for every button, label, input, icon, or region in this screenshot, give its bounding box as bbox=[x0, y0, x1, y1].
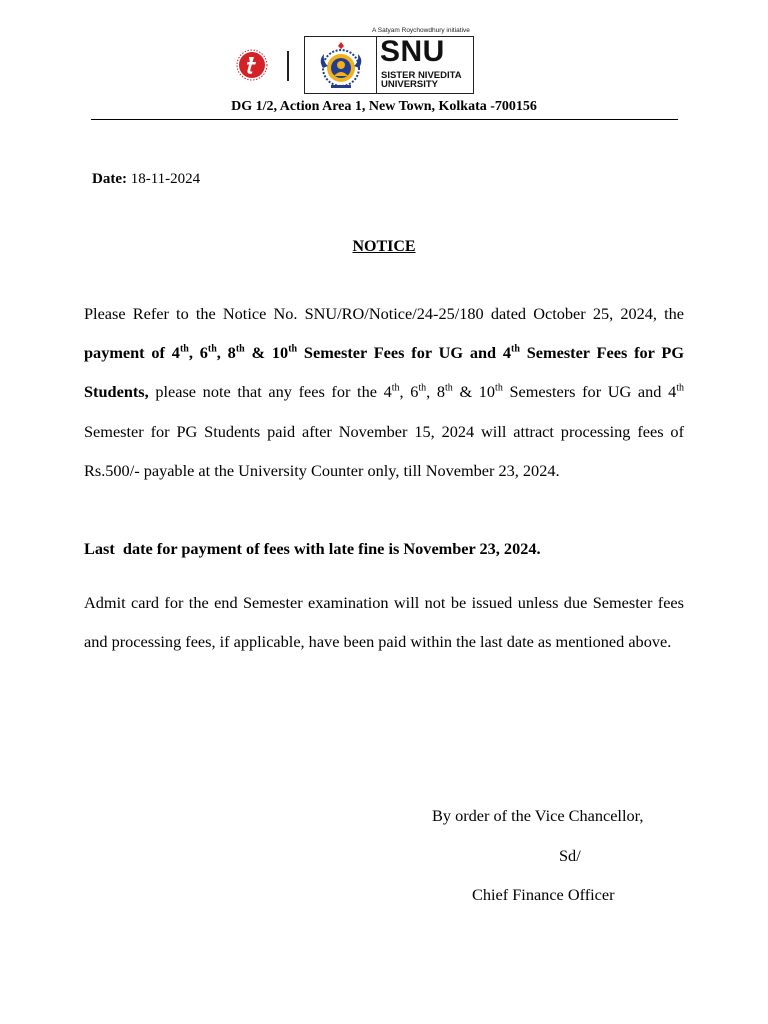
para1-bold-part: Semester Fees for PG Students, bbox=[84, 343, 685, 402]
para1-bold-part: Semester Fees for UG and 4 bbox=[297, 343, 512, 363]
ordinal-suffix: th bbox=[235, 343, 245, 355]
para1-text: Semesters for UG and 4 bbox=[502, 382, 677, 402]
notice-date bbox=[92, 171, 200, 188]
header-divider bbox=[287, 51, 289, 81]
ordinal-suffix: th bbox=[495, 382, 503, 394]
notice-paragraph-1 bbox=[84, 294, 684, 490]
ordinal-suffix: th bbox=[391, 382, 400, 394]
para1-bold-part: & 10 bbox=[244, 343, 289, 363]
para1-bold-part: payment of 4 bbox=[84, 343, 180, 363]
university-name-line2: UNIVERSITY bbox=[381, 79, 439, 90]
techno-india-group-logo-icon bbox=[233, 49, 271, 81]
ordinal-suffix: th bbox=[207, 343, 217, 355]
initiative-tagline: A Satyam Roychowdhury initiative bbox=[372, 27, 470, 34]
date-value: 18-11-2024 bbox=[130, 171, 201, 187]
date-label: Date: bbox=[92, 171, 127, 187]
ordinal-suffix: th bbox=[511, 343, 520, 355]
signature-designation: Chief Finance Officer bbox=[472, 885, 615, 904]
notice-title: NOTICE bbox=[352, 238, 416, 255]
para1-bold-part: , 6 bbox=[188, 343, 208, 363]
university-name-line1: SISTER NIVEDITA bbox=[381, 70, 462, 81]
para1-text: please note that any fees for the 4 bbox=[148, 382, 392, 402]
para1-text: & 10 bbox=[452, 382, 496, 402]
ordinal-suffix: th bbox=[676, 382, 685, 394]
header-rule bbox=[91, 119, 678, 120]
ordinal-suffix: th bbox=[418, 382, 427, 394]
signature-sd: Sd/ bbox=[559, 846, 581, 865]
signature-order-line: By order of the Vice Chancellor, bbox=[432, 806, 644, 825]
para1-bold-part: , 8 bbox=[216, 343, 236, 363]
para1-text: Please Refer to the Notice No. SNU/RO/Notice/24-25/180 dated October 25, 2024, the bbox=[84, 304, 684, 323]
ordinal-suffix: th bbox=[445, 382, 453, 394]
para1-text: Semester for PG Students paid after November 15, 2024 will attract processing fees of Rs.500/- payable at the University Counter only, till November 23, 2024. bbox=[84, 421, 684, 480]
ordinal-suffix: th bbox=[288, 343, 298, 355]
ordinal-suffix: th bbox=[179, 343, 189, 355]
para1-text: , 6 bbox=[399, 382, 419, 402]
university-abbreviation: SNU bbox=[380, 35, 445, 68]
admit-card-statement: Admit card for the end Semester examination will not be issued unless due Semester fees and processing fees, if applicable, have been paid within the last date as mentioned above. bbox=[84, 593, 684, 652]
snu-emblem-icon bbox=[310, 40, 372, 90]
last-date-statement: Last date for payment of fees with late fine is November 23, 2024. bbox=[84, 539, 541, 558]
para1-text: , 8 bbox=[426, 382, 446, 402]
university-address: DG 1/2, Action Area 1, New Town, Kolkata -700156 bbox=[231, 99, 537, 114]
snu-logo-separator bbox=[376, 37, 377, 93]
